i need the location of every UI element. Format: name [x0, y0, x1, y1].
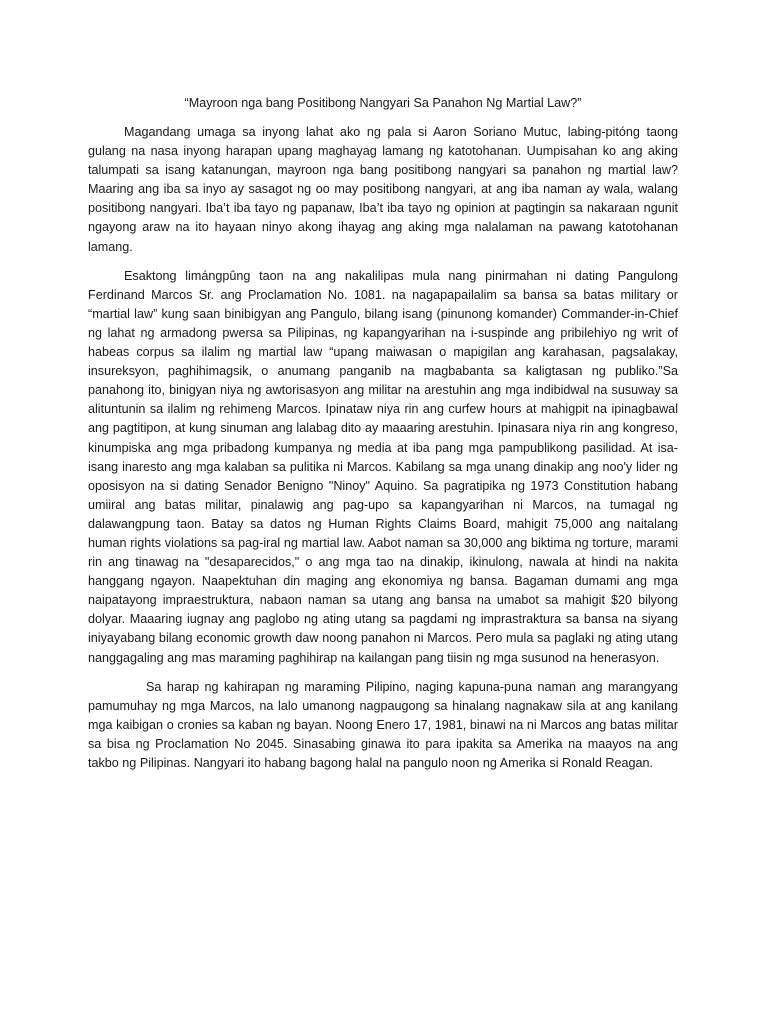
paragraph-marcos-lifestyle: Sa harap ng kahirapan ng maraming Pilipino, naging kapuna-puna naman ang marangyang pamumuhay ng mga Marcos, na lalo umanong nagpaugong sa hinalang nagnakaw sila at ang kanilang mga kaibigan o cronies sa kaban ng bayan. Noong Enero 17, 1981, binawi na ni Marcos ang batas militar sa bisa ng Proclamation No 2045. Sinasabing ginawa ito para ipakita sa Amerika na maayos na ang takbo ng Pilipinas. Nangyari ito habang bagong halal na pangulo noon ng Amerika si Ronald Reagan. — [88, 679, 678, 770]
paragraph-introduction: Magandang umaga sa inyong lahat ako ng pala si Aaron Soriano Mutuc, labing-pitóng taong gulang na nasa inyong harapan upang maghayag lamang ng katotohanan. Uumpisahan ko ang aking talumpati sa isang katanungan, mayroon nga bang positibong nangyari sa panahon ng martial law? Maaring ang iba sa inyo ay sasagot ng oo may positibong nangyari, at ang iba naman ay wala, walang positibong nangyari. Iba’t iba tayo ng papanaw, Iba’t iba tayo ng opinion at pagtingin sa nakaraan ngunit ngayong araw na ito hayaan ninyo akong ihayag ang aking mga nalalaman na pawang katotohanan lamang. — [88, 125, 678, 254]
document-title: “Mayroon nga bang Positibong Nangyari Sa Panahon Ng Martial Law?” — [184, 96, 582, 110]
document-body — [88, 94, 678, 783]
paragraph-martial-law-history: Esaktong limángpûng taon na ang nakalilipas mula nang pinirmahan ni dating Pangulong Ferdinand Marcos Sr. ang Proclamation No. 1081. na nagapapailalim sa bansa sa batas military or “martial law” kung saan binibigyan ang Pangulo, bilang isang (pinunong komander) Commander-in-Chief ng lahat ng armadong pwersa sa Pilipinas, ng kapangyarihan na i-suspinde ang pribilehiyo ng writ of habeas corpus sa ilalim ng martial law “upang maiwasan o mapigilan ang karahasan, pagsalakay, insureksyon, paghihimagsik, o anumang panganib na magbabanta sa kaligtasan ng publiko.”Sa panahong ito, binigyan niya ng awtorisasyon ang militar na arestuhin ang mga indibidwal na susuway sa alituntunin sa ilalim ng rehimeng Marcos. Ipinataw niya rin ang curfew hours at mahigpit na ipinagbawal ang pagtitipon, at kung sinuman ang lalabag dito ay maaaring arestuhin. Ipinasara niya rin ang kongreso, kinumpiska ang mga pribadong kumpanya ng media at iba pang mga pampublikong pasilidad. At isa-isang inaresto ang mga kalaban sa pulitika ni Marcos. Kabilang sa mga unang dinakip ang noo'y lider ng oposisyon na si dating Senador Benigno "Ninoy" Aquino. Sa pagratipika ng 1973 Constitution habang umiiral ang batas militar, pinalawig ang pag-upo sa kapangyarihan ni Marcos, na tumagal ng dalawangpung taon. Batay sa datos ng Human Rights Claims Board, mahigit 75,000 ang naitalang human rights violations sa pag-iral ng martial law. Aabot naman sa 30,000 ang biktima ng torture, marami rin ang tinawag na "desaparecidos," o ang mga tao na dinakip, ikinulong, nawala at hindi na nakita hanggang ngayon. Naapektuhan din maging ang ekonomiya ng bansa. Bagaman dumami ang mga naipatayong impraestruktura, nabaon naman sa utang ang bansa na umabot sa mahigit $20 bilyong dolyar. Maaaring iugnay ang paglobo ng ating utang sa pagdami ng imprastraktura sa bansa na siyang iniyayabang bilang economic growth daw noong panahon ni Marcos. Pero mula sa paglaki ng ating utang nanggagaling ang mas maraming paghihirap na kailangan pang tiisin ng mga susunod na henerasyon. — [88, 268, 678, 665]
